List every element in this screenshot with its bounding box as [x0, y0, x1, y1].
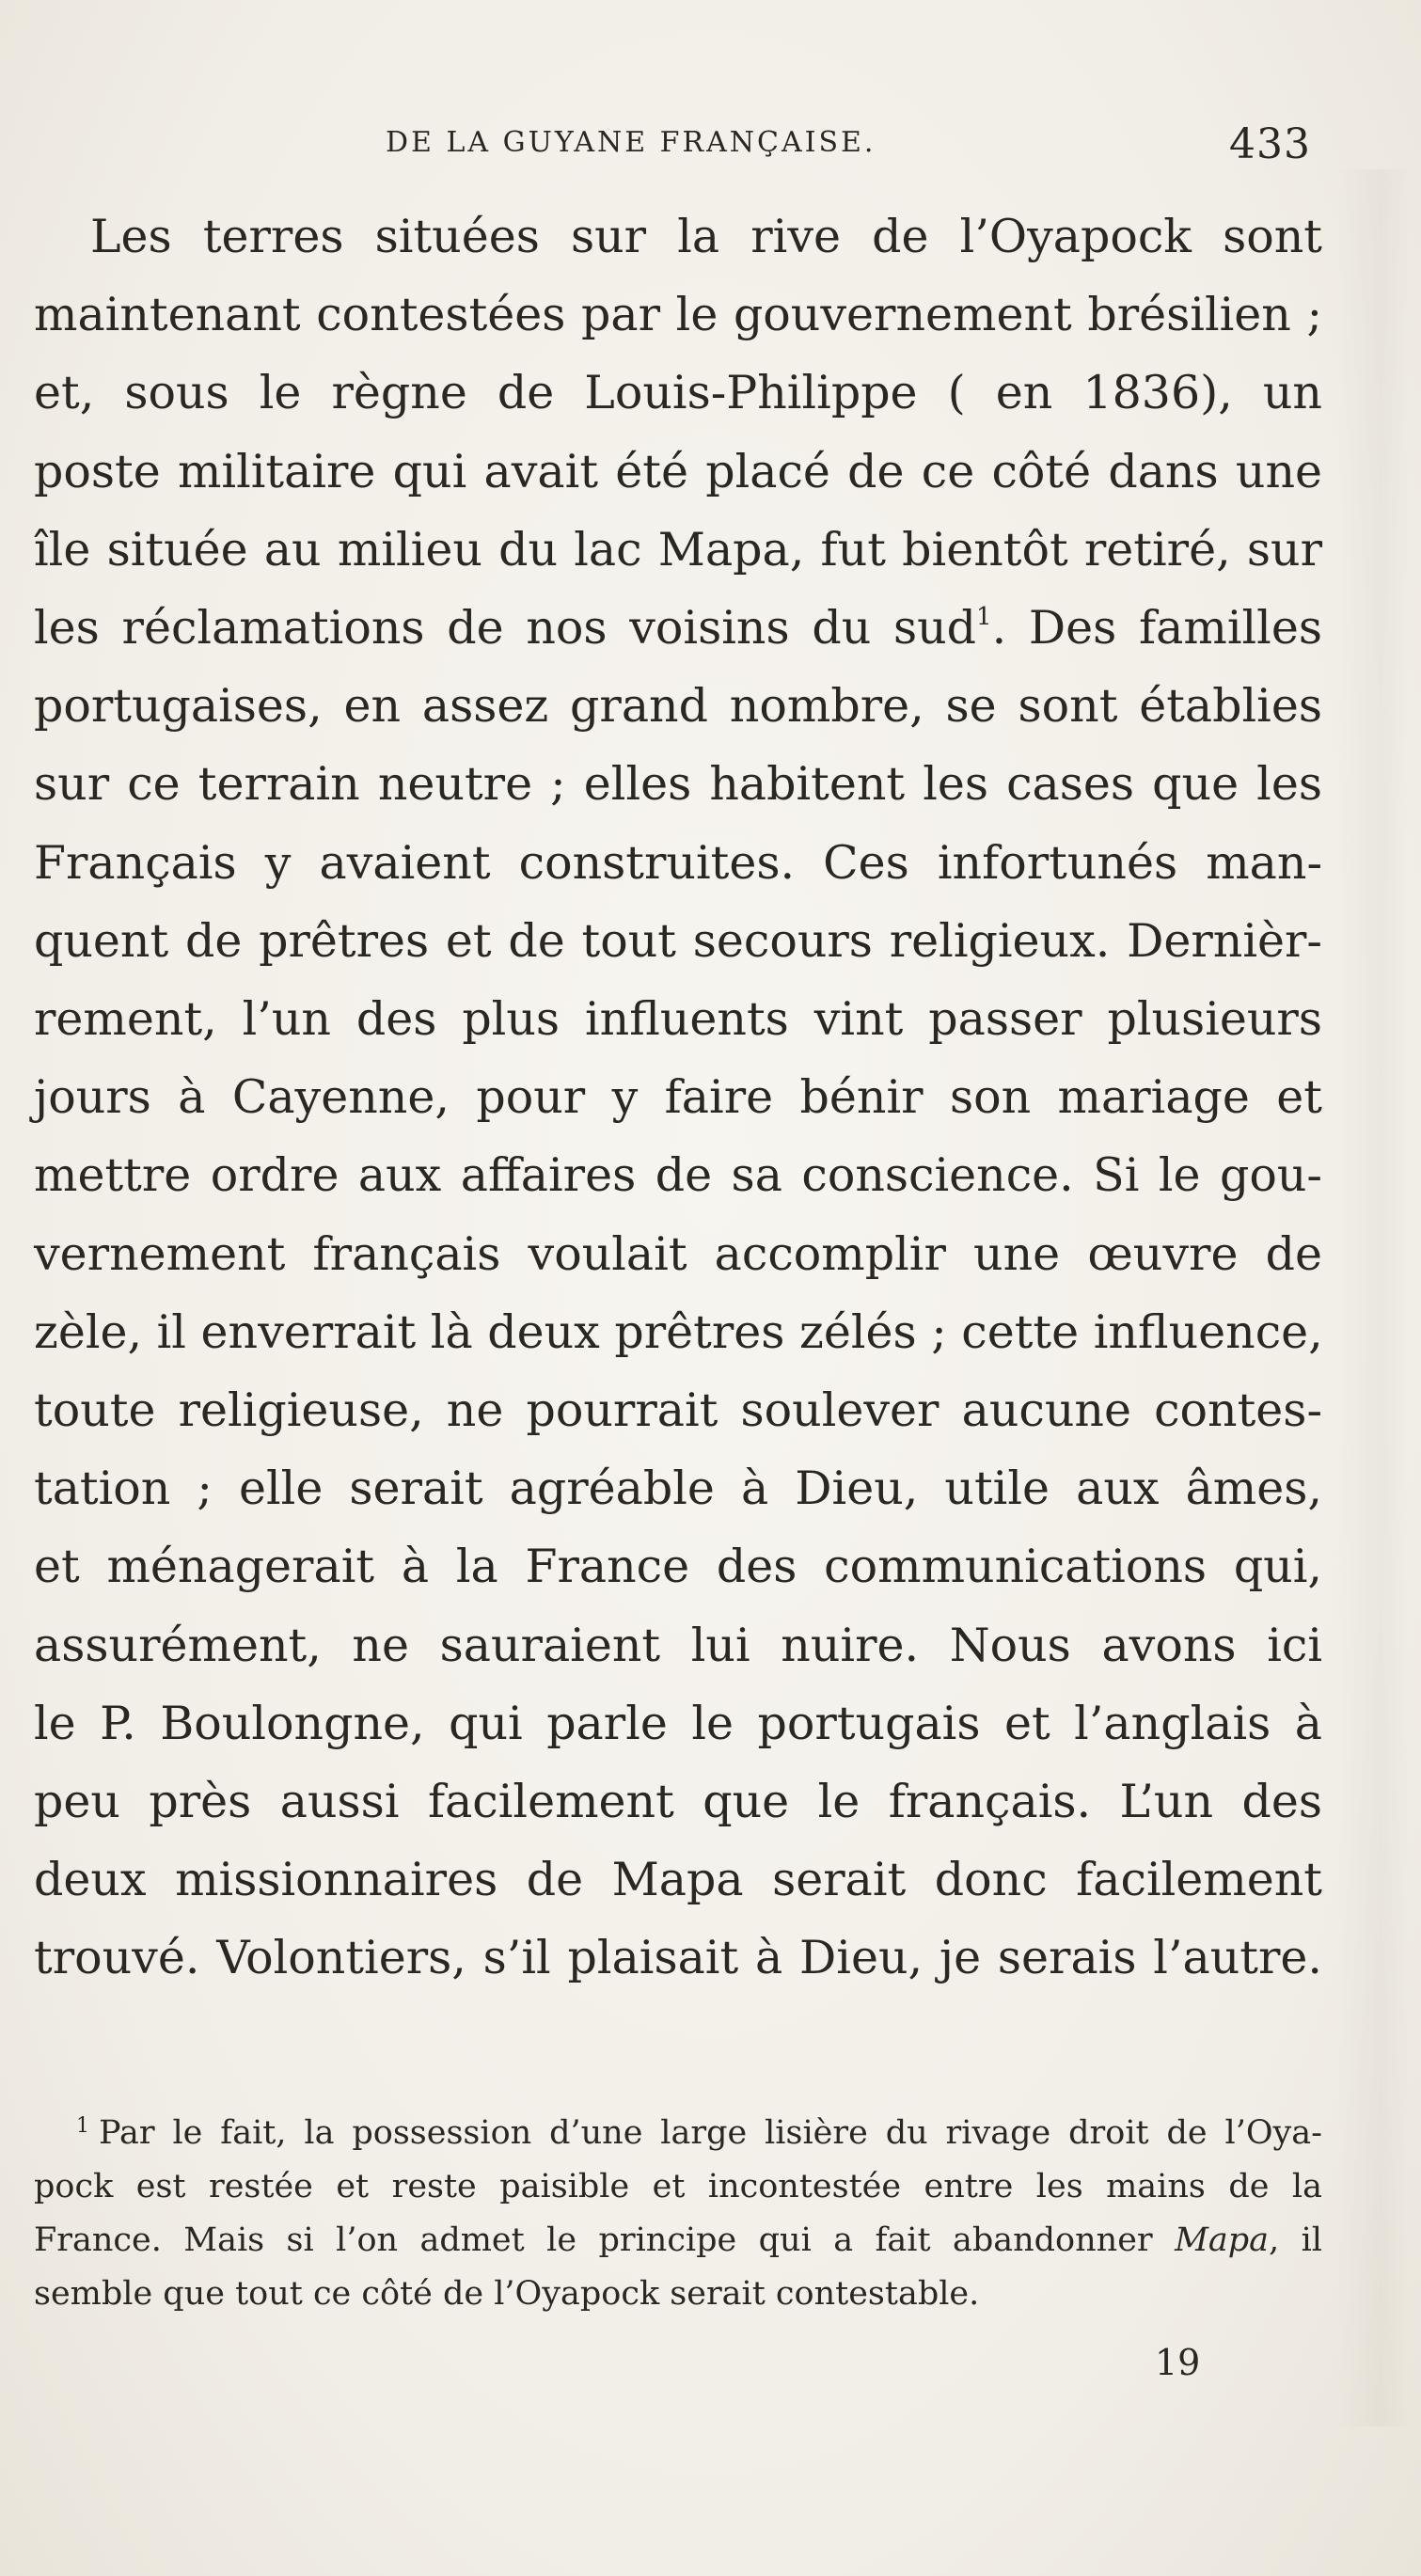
page-header — [0, 120, 1421, 177]
text-line: toute religieuse, ne pourrait soulever aucune contes- — [34, 1383, 1322, 1438]
text-line: zèle, il enverrait là deux prêtres zélés ; cette influence, — [34, 1304, 1323, 1359]
text-line: quent de prêtres et de tout secours religieux. Dernièr- — [34, 913, 1322, 968]
body-text — [34, 198, 1322, 1998]
text-line: jours à Cayenne, pour y faire bénir son mariage et — [34, 1070, 1322, 1125]
text-line: île située au milieu du lac Mapa, fut bientôt retiré, sur — [34, 522, 1322, 577]
text-line: rement, l’un des plus influents vint passer plusieurs — [34, 992, 1322, 1047]
footnote-line — [34, 2214, 1322, 2268]
footnote — [34, 2107, 1322, 2321]
text-line: trouvé. Volontiers, s’il plaisait à Dieu, je serais l’autre. — [34, 1931, 1322, 1985]
footnote-line: semble que tout ce côté de l’Oyapock serait contestable. — [34, 2275, 980, 2313]
text-fragment: . Des familles — [991, 601, 1322, 656]
text-fragment: , il — [1269, 2221, 1322, 2259]
page-number: 433 — [1229, 120, 1311, 168]
signature-mark: 19 — [1155, 2342, 1201, 2383]
text-line: Français y avaient construites. Ces infortunés man- — [34, 835, 1322, 890]
running-head: DE LA GUYANE FRANÇAISE. — [386, 126, 876, 159]
text-line: poste militaire qui avait été placé de ce côté dans une — [34, 444, 1322, 498]
footnote-line — [34, 2107, 1322, 2160]
text-line: sur ce terrain neutre ; elles habitent les cases que les — [34, 757, 1322, 812]
show-through-shadow — [1335, 169, 1411, 2426]
text-line: le P. Boulongne, qui parle le portugais et l’anglais à — [34, 1696, 1322, 1750]
text-line: et, sous le règne de Louis-Philippe ( en 1836), un — [34, 366, 1322, 420]
text-line: deux missionnaires de Mapa serait donc facilement — [34, 1853, 1322, 1907]
text-line-with-note — [34, 589, 1322, 667]
italic-place-name: Mapa — [1175, 2221, 1270, 2259]
text-line: peu près aussi facilement que le français. L’un des — [34, 1775, 1322, 1829]
text-fragment: France. Mais si l’on admet le principe qui a fait abandonner — [34, 2221, 1153, 2259]
footnote-mark: 1 — [76, 2114, 89, 2138]
text-line: maintenant contestées par le gouvernement brésilien ; — [34, 288, 1322, 342]
text-line: tation ; elle serait agréable à Dieu, utile aux âmes, — [34, 1462, 1322, 1516]
footnote-line: pock est restée et reste paisible et incontestée entre les mains de la — [34, 2168, 1322, 2205]
text-line: et ménagerait à la France des communications qui, — [34, 1540, 1322, 1594]
text-line: mettre ordre aux affaires de sa conscience. Si le gou- — [34, 1148, 1322, 1203]
text-fragment: les réclamations de nos voisins du sud — [34, 601, 977, 656]
text-line: vernement français voulait accomplir une œuvre de — [34, 1226, 1322, 1281]
text-line: assurément, ne sauraient lui nuire. Nous avons ici — [34, 1618, 1322, 1672]
text-fragment: Par le fait, la possession d’une large lisière du rivage droit de l’Oya- — [99, 2114, 1322, 2152]
text-line: Les terres situées sur la rive de l’Oyapock sont — [90, 210, 1322, 263]
text-line: portugaises, en assez grand nombre, se sont établies — [34, 679, 1322, 734]
footnote-reference: 1 — [976, 603, 992, 632]
